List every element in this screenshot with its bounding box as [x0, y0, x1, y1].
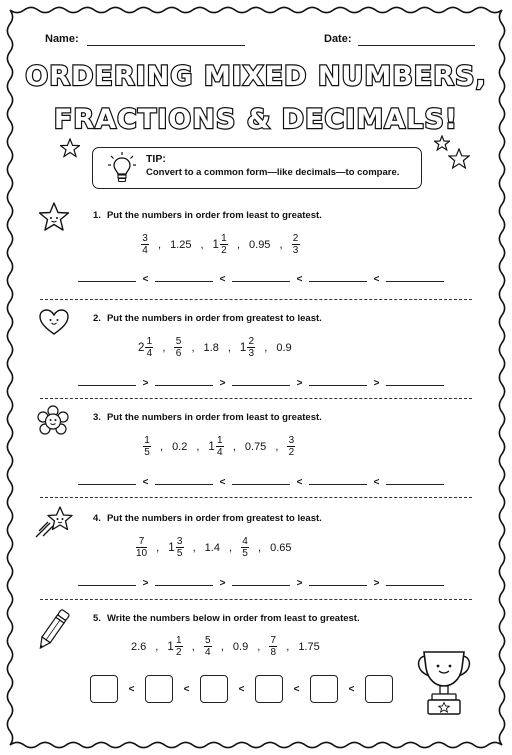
mixed-number: 1 $\frac{3}{5}$	[168, 536, 183, 559]
question-text: Put the numbers in order from greatest to least.	[106, 313, 322, 324]
date-field[interactable]	[358, 45, 475, 46]
name-field[interactable]	[87, 45, 245, 46]
heart-icon	[38, 308, 70, 336]
answer-blank[interactable]	[155, 483, 213, 485]
answer-box[interactable]	[310, 675, 338, 703]
answer-box[interactable]	[365, 675, 393, 703]
comma: ,	[257, 640, 261, 653]
section-divider	[40, 599, 472, 600]
fraction: $\frac{5}{6}$	[175, 336, 182, 359]
number-value: 1.8	[203, 341, 219, 354]
fraction: $\frac{7}{8}$	[270, 635, 277, 658]
section-divider	[40, 299, 472, 300]
comma: ,	[275, 440, 279, 453]
answer-blank[interactable]	[386, 584, 444, 586]
answer-blank[interactable]	[232, 483, 290, 485]
comma: ,	[286, 640, 290, 653]
answer-box[interactable]	[145, 675, 173, 703]
number-value: 0.65	[270, 541, 292, 554]
number-value: 0.2	[172, 440, 188, 453]
answer-blank[interactable]	[155, 280, 213, 282]
comma: ,	[258, 541, 262, 554]
lightbulb-icon	[107, 151, 137, 185]
question-1-numbers	[141, 233, 300, 256]
star-icon	[38, 202, 70, 232]
section-divider	[40, 497, 472, 498]
question-number: 2.	[93, 313, 101, 324]
comma: ,	[196, 440, 200, 453]
number-value: 1.25	[170, 238, 192, 251]
pencil-icon	[36, 606, 70, 654]
number-value: 0.9	[232, 640, 249, 653]
answer-box[interactable]	[200, 675, 228, 703]
answer-blank[interactable]	[309, 384, 367, 386]
fraction: $\frac{3}{2}$	[288, 435, 295, 458]
mixed-number: 1 $\frac{2}{3}$	[239, 336, 255, 359]
answer-box[interactable]	[90, 675, 118, 703]
answer-blank[interactable]	[78, 280, 136, 282]
comma: ,	[279, 238, 283, 251]
title-line-1: ORDERING MIXED NUMBERS,	[25, 61, 487, 92]
date-label: Date:	[324, 33, 352, 45]
question-number: 4.	[93, 513, 101, 524]
mixed-number: 1 $\frac{1}{2}$	[212, 233, 227, 256]
answer-blank[interactable]	[78, 483, 136, 485]
comma: ,	[191, 640, 195, 653]
question-text: Put the numbers in order from least to greatest.	[106, 210, 322, 221]
question-4-answer-row: > > > >	[78, 578, 444, 586]
question-1-answer-row: < < < <	[78, 274, 444, 282]
fraction: $\frac{1}{5}$	[144, 435, 150, 458]
question-3-prompt	[93, 412, 322, 423]
answer-blank[interactable]	[232, 584, 290, 586]
number-value: 2.6	[131, 640, 147, 653]
fraction: $\frac{2}{3}$	[292, 233, 299, 256]
answer-blank[interactable]	[386, 280, 444, 282]
title-line-2: FRACTIONS & DECIMALS!	[53, 104, 459, 135]
question-2-prompt	[93, 313, 322, 324]
number-value: 0.95	[249, 238, 271, 251]
comma: ,	[160, 440, 164, 453]
answer-blank[interactable]	[155, 384, 213, 386]
fraction: $\frac{7}{10}$	[136, 536, 148, 559]
question-4-prompt	[93, 513, 322, 524]
fraction: $\frac{4}{5}$	[242, 536, 248, 559]
tip-text: Convert to a common form—like decimals—to compare.	[146, 167, 400, 178]
number-value: 1.75	[298, 640, 320, 653]
answer-box[interactable]	[255, 675, 283, 703]
flower-icon	[36, 405, 70, 439]
question-5-prompt	[93, 613, 360, 624]
mixed-number: 1 $\frac{1}{4}$	[208, 435, 223, 458]
comma: ,	[228, 541, 233, 554]
question-text: Put the numbers in order from least to greatest.	[106, 412, 322, 423]
comma: ,	[158, 238, 162, 251]
answer-blank[interactable]	[78, 584, 136, 586]
answer-blank[interactable]	[309, 280, 367, 282]
fraction: $\frac{3}{4}$	[142, 233, 148, 256]
tip-box	[92, 147, 422, 189]
comma: ,	[192, 541, 196, 554]
question-number: 1.	[93, 210, 101, 221]
comma: ,	[220, 640, 224, 653]
answer-blank[interactable]	[386, 384, 444, 386]
comma: ,	[236, 238, 241, 251]
comma: ,	[200, 238, 204, 251]
tip-title: TIP:	[146, 153, 166, 165]
answer-blank[interactable]	[386, 483, 444, 485]
number-value: 0.9	[276, 341, 292, 354]
question-1-prompt	[93, 210, 322, 221]
fraction: $\frac{5}{4}$	[205, 635, 211, 658]
question-3-numbers	[143, 435, 295, 458]
question-number: 5.	[93, 613, 101, 624]
question-5-numbers	[131, 635, 320, 658]
comma: ,	[162, 341, 166, 354]
mixed-number: 1 $\frac{1}{2}$	[167, 635, 182, 658]
star-icon	[448, 148, 470, 170]
comma: ,	[155, 640, 159, 653]
mixed-number: 2 $\frac{1}{4}$	[138, 336, 153, 359]
answer-blank[interactable]	[232, 384, 290, 386]
comma: ,	[227, 341, 231, 354]
page-title	[0, 50, 512, 140]
comma: ,	[232, 440, 236, 453]
question-text: Write the numbers below in order from least to greatest.	[106, 613, 360, 624]
shooting-star-icon	[34, 505, 74, 539]
comma: ,	[191, 341, 195, 354]
answer-blank[interactable]	[309, 584, 367, 586]
answer-blank[interactable]	[78, 384, 136, 386]
comma: ,	[264, 341, 268, 354]
question-text: Put the numbers in order from greatest to least.	[106, 513, 322, 524]
trophy-icon	[412, 646, 476, 726]
question-4-numbers	[136, 536, 292, 559]
name-label: Name:	[45, 33, 79, 45]
question-5-answer-boxes: < < < < <	[90, 675, 393, 703]
star-icon	[60, 138, 80, 158]
question-2-numbers	[138, 336, 292, 359]
question-3-answer-row: < < < <	[78, 477, 444, 485]
answer-blank[interactable]	[232, 280, 290, 282]
section-divider	[40, 398, 472, 399]
comma: ,	[156, 541, 160, 554]
question-number: 3.	[93, 412, 101, 423]
number-value: 1.4	[204, 541, 220, 554]
answer-blank[interactable]	[155, 584, 213, 586]
number-value: 0.75	[244, 440, 267, 453]
question-2-answer-row: > > > >	[78, 378, 444, 386]
answer-blank[interactable]	[309, 483, 367, 485]
